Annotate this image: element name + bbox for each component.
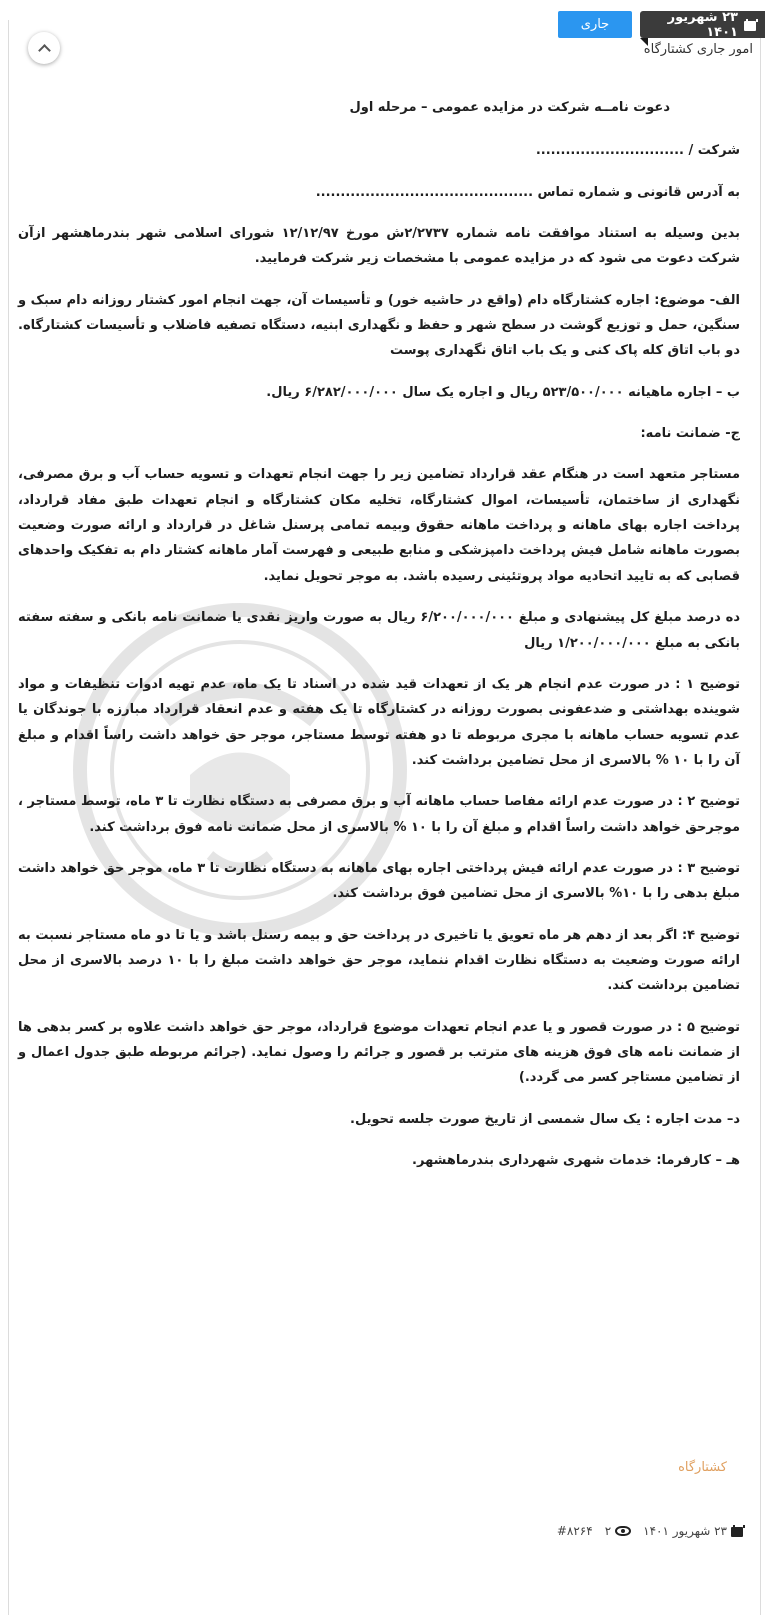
post-id: #۸۲۶۴ <box>556 1524 593 1538</box>
article-body <box>18 95 740 1189</box>
address-line: به آدرس قانونی و شماره تماس ............................................ <box>315 184 740 200</box>
deposit-paragraph: ده درصد مبلغ کل پیشنهادی و مبلغ ۶/۲۰۰/۰۰۰/۰۰۰ ریال به صورت واریز نقدی یا ضمانت نامه بانکی و سفته سفته بانکی به مبلغ ۱/۲۰۰/۰۰۰/۰۰۰ ریال <box>18 610 740 651</box>
views-count: ۲ <box>604 1524 612 1538</box>
note-2: توضیح ۲ : در صورت عدم ارائه مفاصا حساب ماهانه آب و برق مصرفی به دستگاه نظارت تا ۳ ماه، توسط مستاجر ، موجرحق خواهد داشت راساً اقدام و مبلغ آن را با ۱۰ % بالاسری از محل ضمانت نامه فوق برداشت کند. <box>18 794 741 835</box>
note-4: توضیح ۴: اگر بعد از دهم هر ماه تعویق یا تاخیری در پرداخت حق و بیمه رسنل باشد و یا تا دو ماه مستاجر نسبت به ارائه صورت وضعیت به دستگاه نظارت اقدام ننماید، موجر حق خواهد داشت مبلغ را با ۱۰ درصد بالاسری از محل تضامین برداشت کند. <box>18 927 741 994</box>
note-3: توضیح ۳ : در صورت عدم ارائه فیش پرداختی اجاره بهای ماهانه به دستگاه نظارت تا ۳ ماه، موجر حق خواهد داشت مبلغ بدهی را با ۱۰% بالاسری از محل تضامین فوق برداشت کند. <box>18 860 741 902</box>
collapse-button[interactable] <box>28 32 60 64</box>
calendar-icon <box>744 19 755 31</box>
section-alef: الف- موضوع: اجاره کشتارگاه دام (واقع در حاشیه خور) و تأسیسات آن، جهت انجام امور کشتار روزانه دام سبک و سنگین، حمل و توزیع گوشت در سطح شهر و حفظ و نگهداری ابنیه، دستگاه تصفیه فاضلاب و تأسیسات کشتارگاه. دو باب اتاق کله پاک کنی و یک باب اتاق نگهداری پوست <box>18 292 740 359</box>
meta-views <box>605 1524 631 1538</box>
header-date: ۲۳ شهریور ۱۴۰۱ <box>667 9 738 40</box>
section-jim-body: مستاجر متعهد است در هنگام عقد قرارداد تضامین زیر را جهت انجام تعهدات و تسویه حساب آب و برق مصرفی، نگهداری از ساختمان، تأسیسات، اموال کشتارگاه، تخلیه مکان کشتارگاه و انجام تعهدات طبق مفاد قرارداد، پرداخت اجاره بهای ماهانه و پرداخت ماهانه حقوق وبیمه تمامی پرسنل شاغل در قرارداد و ارائه صورت وضعیت بصورت ماهانه شامل فیش پرداخت دامپزشکی و منابع طبیعی و فهرست آمار ماهانه کشتار دام به تفکیک واحدهای قصابی که به تایید اتحادیه مواد پروتئینی رسیده باشد. به موجر تحویل نماید. <box>18 467 740 584</box>
section-be: ب – اجاره ماهیانه ۵۲۳/۵۰۰/۰۰۰ ریال و اجاره یک سال ۶/۲۸۲/۰۰۰/۰۰۰ ریال. <box>266 384 740 400</box>
section-he: هـ – کارفرما: خدمات شهری شهرداری بندرماهشهر. <box>412 1153 740 1168</box>
note-5: توضیح ۵ : در صورت قصور و یا عدم انجام تعهدات موضوع قرارداد، موجر حق خواهد داشت علاوه بر کسر بدهی ها از ضمانت نامه های فوق هزینه های مترتب بر قصور و جرائم را وصول نماید. (جرائم مربوطه طبق جدول اعمال و از تضامین مستاجر کسر می گردد.) <box>18 1019 741 1086</box>
post-meta <box>557 1524 743 1538</box>
company-line: شرکت / .............................. <box>535 143 740 159</box>
eye-icon <box>615 1526 631 1536</box>
breadcrumb[interactable]: امور جاری کشتارگاه <box>643 42 753 57</box>
article-title: دعوت نامــه شرکت در مزایده عمومی – مرحله اول <box>349 100 670 115</box>
date-ribbon <box>640 11 765 38</box>
section-dal: د– مدت اجاره : یک سال شمسی از تاریخ صورت جلسه تحویل. <box>350 1111 740 1127</box>
calendar-icon <box>731 1525 743 1537</box>
intro-paragraph: بدین وسیله به استناد موافقت نامه شماره ۲/۲۷۳۷ش مورخ ۱۲/۱۲/۹۷ شورای اسلامی شهر بندرماهشهر ازآن شرکت دعوت می شود که در مزایده عمومی با مشخصات زیر شرکت فرمایید. <box>18 226 741 267</box>
section-jim-heading: ج- ضمانت نامه: <box>640 426 740 442</box>
chevron-up-icon <box>38 44 51 57</box>
meta-date-text: ۲۳ شهریور ۱۴۰۱ <box>643 1524 727 1538</box>
category-link[interactable]: کشتارگاه <box>678 1460 727 1475</box>
status-tag[interactable]: جاری <box>558 11 632 38</box>
meta-date <box>643 1524 743 1538</box>
note-1: توضیح ۱ : در صورت عدم انجام هر یک از تعهدات قید شده در اسناد تا یک ماه، عدم تهیه ادوات تنظیفات و مواد شوینده بهداشتی و ضدعفونی بصورت روزانه در کشتارگاه تا یک هفته و عدم انعقاد قرارداد مبارزه با جوندگان یا عدم تسویه حساب ماهانه با مجری مربوطه تا دو هفته توسط مستاجر، موجر حق خواهد داشت راساً اقدام و مبلغ آن را با ۱۰ % بالاسری از محل تضامین برداشت کند. <box>18 676 740 768</box>
